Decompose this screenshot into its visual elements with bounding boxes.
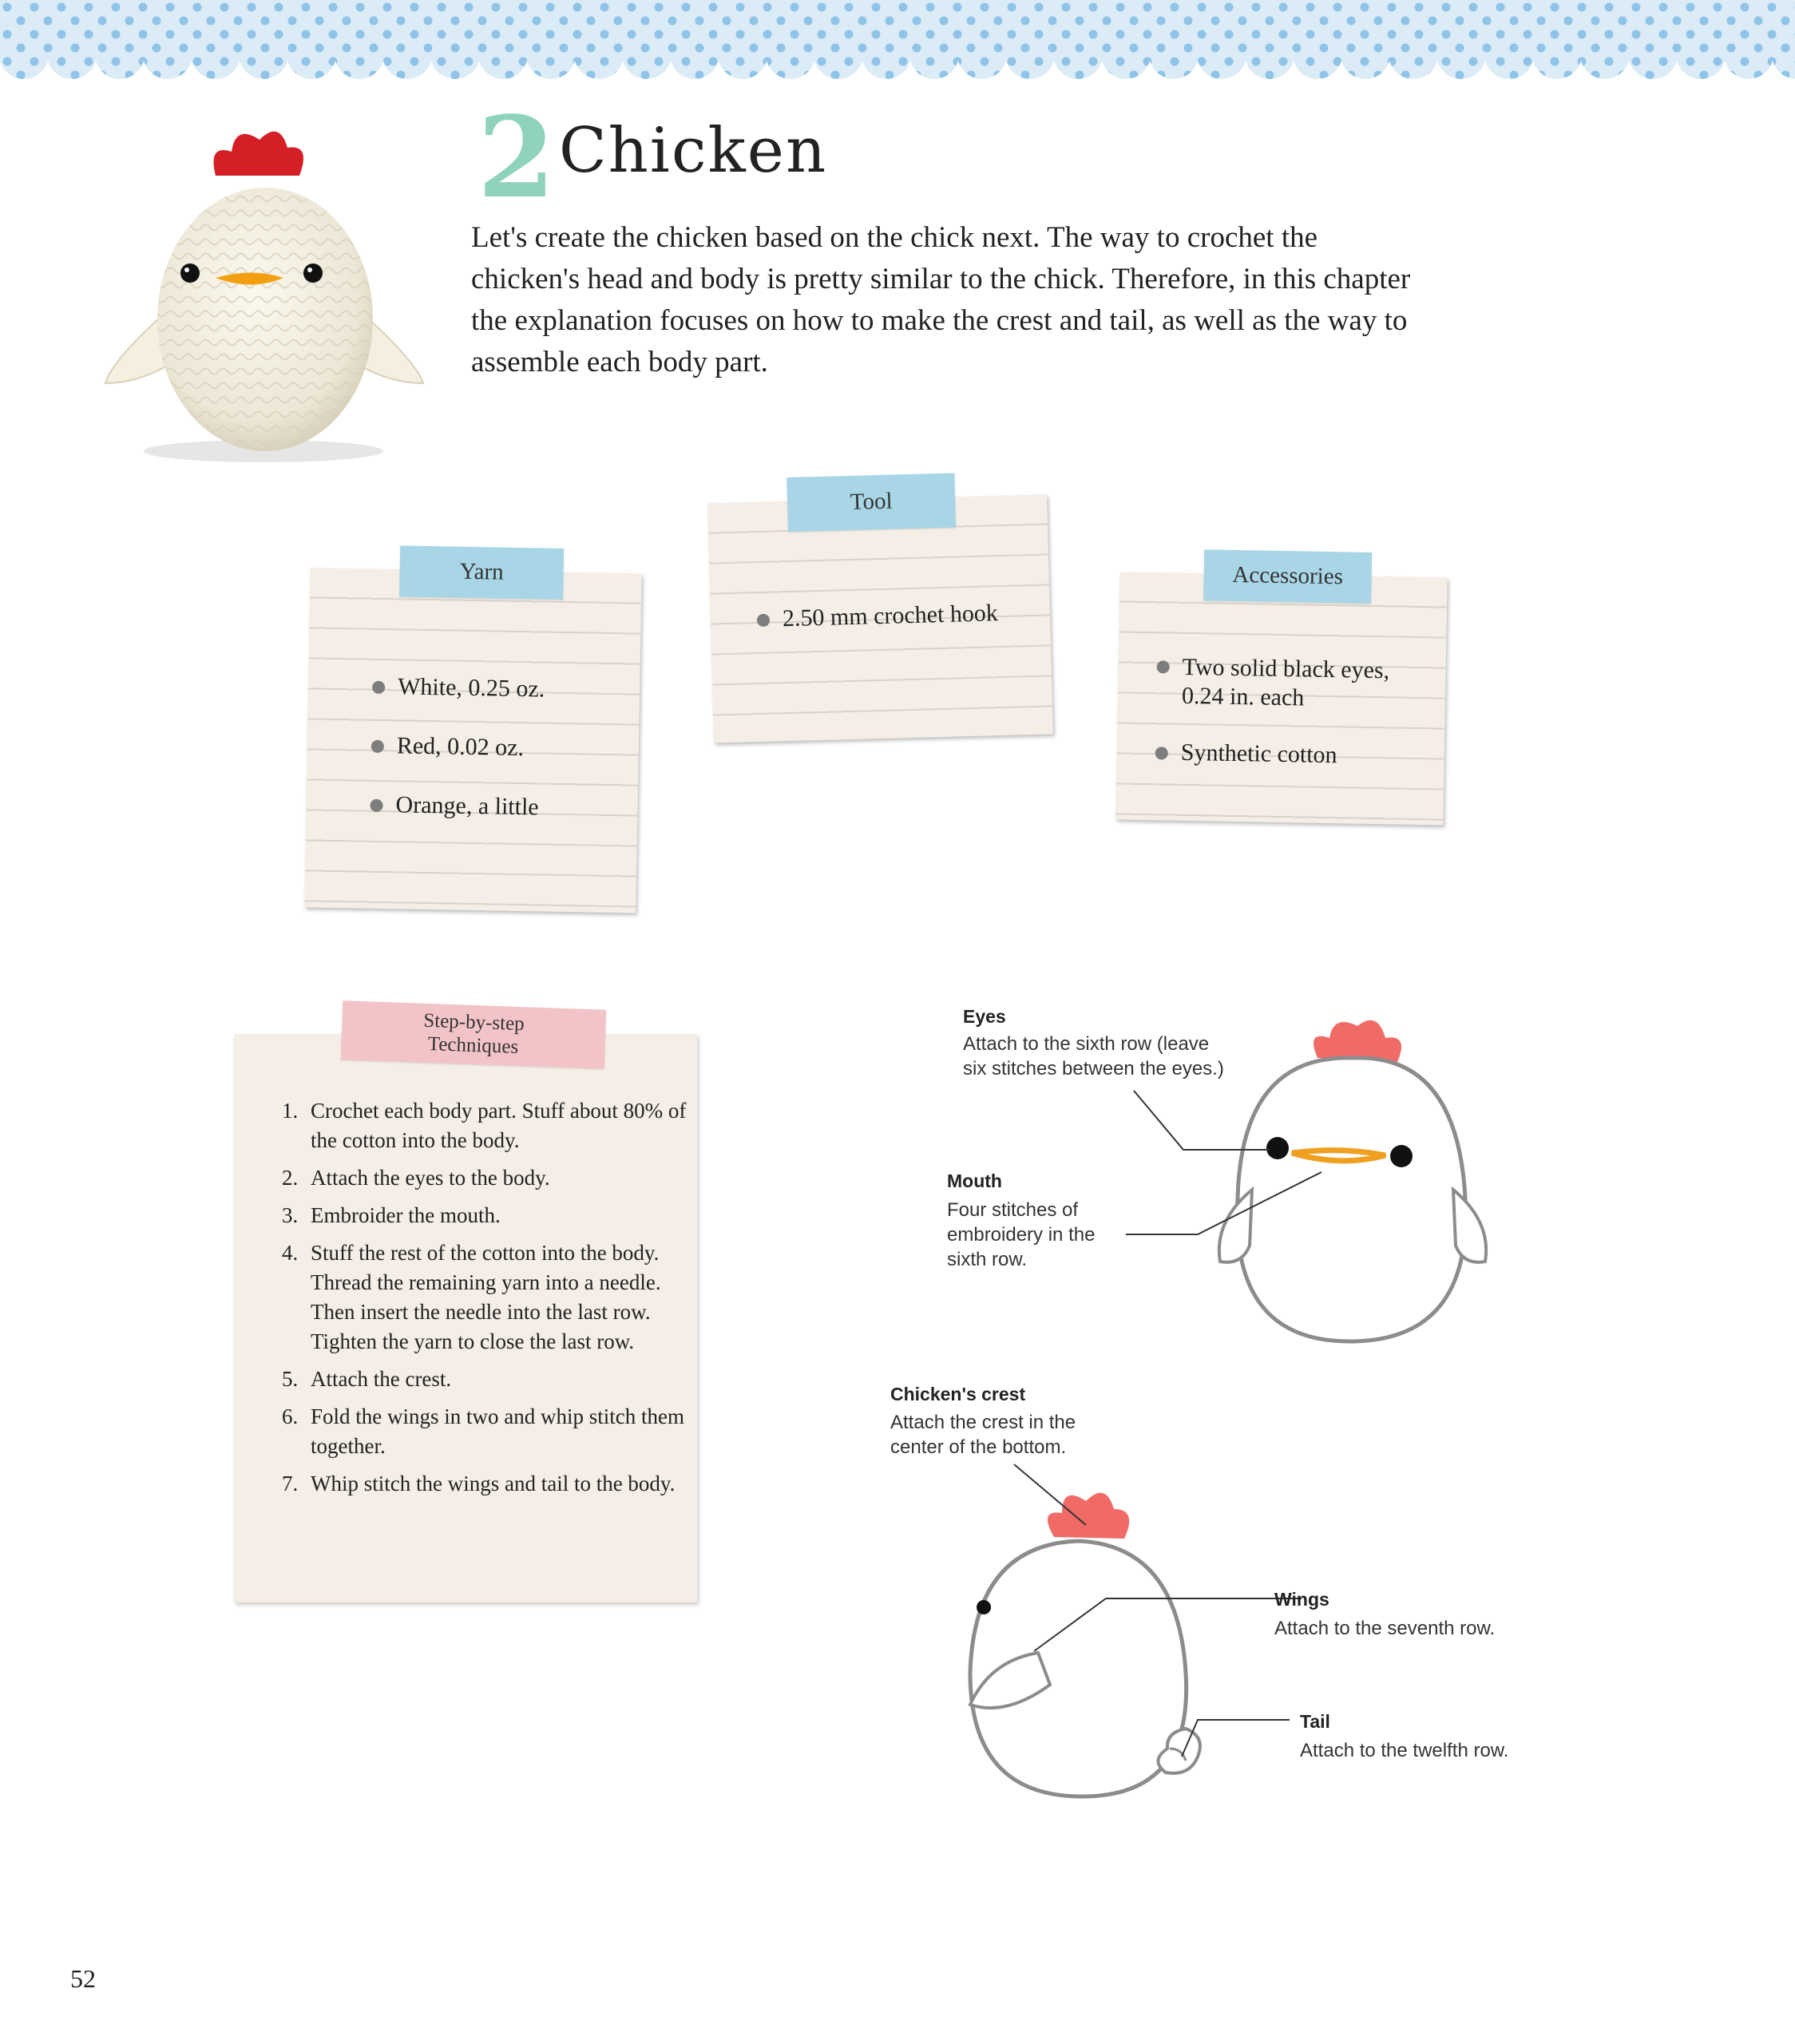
step-number: 1.: [282, 1099, 299, 1123]
eyes-annotation-heading: Eyes: [963, 1006, 1006, 1027]
annotation-line: Attach the crest in the: [890, 1412, 1076, 1433]
list-item: [282, 1402, 697, 1461]
scallop-edge: [814, 30, 863, 79]
bullet-icon: [1155, 747, 1168, 759]
intro-paragraph: [471, 217, 1557, 383]
scallop-edge: [0, 30, 49, 79]
eye-icon: [977, 1600, 991, 1614]
step-text: Stuff the rest of the cotton into the body. Thread the remaining yarn into a needle. Then insert the needle into the last row. Tighten the yarn to close the last row.: [311, 1241, 661, 1353]
step-text: Attach the eyes to the body.: [311, 1166, 550, 1190]
scallop-edge: [1724, 30, 1773, 79]
yarn-item-orange: [395, 791, 539, 821]
crest-annotation-text: [890, 1410, 1076, 1460]
scallop-edge: [670, 30, 719, 79]
scallop-edge: [1101, 30, 1151, 79]
wing-icon: [1453, 1190, 1486, 1262]
step-number: 5.: [282, 1367, 299, 1391]
accessories-tape-label: Accessories: [1203, 549, 1372, 604]
techniques-label-line: Step-by-step: [422, 1010, 525, 1036]
annotation-line: sixth row.: [947, 1249, 1028, 1270]
tool-note-card: [707, 488, 1053, 743]
tool-item-text: 2.50 mm crochet hook: [782, 600, 999, 632]
bullet-icon: [371, 740, 384, 753]
yarn-item-red: [397, 732, 525, 762]
chapter-number: 2: [477, 93, 556, 224]
annotation-line: Attach to the sixth row (leave: [963, 1033, 1210, 1055]
yarn-item-white: [398, 673, 545, 703]
chapter-title: Chicken: [559, 115, 828, 187]
step-number: 3.: [282, 1203, 299, 1227]
list-item: [282, 1201, 697, 1230]
crochet-chicken-photo: [96, 120, 431, 471]
scallop-edge: [622, 30, 672, 79]
step-text: Whip stitch the wings and tail to the body.: [311, 1472, 676, 1495]
tool-tape-label: Tool: [787, 473, 956, 532]
techniques-step-list: [282, 1096, 697, 1507]
mouth-annotation-heading: Mouth: [947, 1171, 1002, 1191]
scallop-edge: [1628, 30, 1678, 79]
intro-line: chicken's head and body is pretty similar to the chick. Therefore, in this chapter: [471, 263, 1411, 295]
scallop-edge: [47, 30, 97, 79]
scallop-edge: [909, 30, 959, 79]
annotation-line: six stitches between the eyes.): [963, 1058, 1224, 1079]
wings-annotation-heading: Wings: [1274, 1589, 1329, 1610]
eye-icon: [1390, 1145, 1413, 1167]
yarn-note-card: [304, 559, 641, 913]
scallop-edge: [1484, 30, 1534, 79]
scallop-edge: [1053, 30, 1103, 79]
side-diagram-leader-lines: [1006, 1461, 1310, 1725]
scallop-edge: [718, 30, 767, 79]
front-diagram-leader-lines: [1118, 1078, 1373, 1254]
step-text: Embroider the mouth.: [311, 1203, 501, 1227]
annotation-line: Four stitches of: [947, 1199, 1079, 1221]
scallop-edge: [1436, 30, 1486, 79]
step-text: Attach the crest.: [311, 1367, 452, 1391]
step-number: 2.: [282, 1166, 299, 1190]
scallop-edge: [574, 30, 624, 79]
page-number: 52: [70, 1964, 96, 1993]
intro-line: the explanation focuses on how to make the crest and tail, as well as the way to: [471, 304, 1408, 337]
intro-line: Let's create the chicken based on the chick next. The way to crochet the: [471, 221, 1318, 254]
scallop-edge: [382, 30, 432, 79]
scallop-edge: [191, 30, 240, 79]
techniques-label-line: Techniques: [427, 1033, 519, 1058]
step-text: Crochet each body part. Stuff about 80% of the cotton into the body.: [311, 1099, 687, 1152]
scalloped-header-band: [0, 0, 1795, 88]
step-text: Fold the wings in two and whip stitch them together.: [311, 1404, 684, 1458]
crest-icon: [1314, 1020, 1401, 1062]
bullet-icon: [1157, 660, 1170, 673]
crest-annotation-heading: Chicken's crest: [890, 1384, 1026, 1404]
scallop-edge: [957, 30, 1007, 79]
eyes-annotation-text: [963, 1032, 1224, 1081]
yarn-item-text: White, 0.25 oz.: [397, 673, 545, 703]
yarn-item-text: Red, 0.02 oz.: [396, 732, 525, 762]
techniques-tape-label: [341, 1000, 606, 1068]
step-number: 6.: [282, 1404, 299, 1428]
scallop-edge: [766, 30, 815, 79]
techniques-note-card: [234, 1010, 697, 1602]
tail-leader-line: [1150, 1709, 1294, 1773]
scallop-edge: [1532, 30, 1582, 79]
scallop-edge: [430, 30, 480, 79]
list-item: [282, 1096, 697, 1155]
accessories-item-text: Synthetic cotton: [1180, 739, 1337, 769]
bullet-icon: [370, 799, 382, 812]
scallop-edge: [1149, 30, 1199, 79]
step-number: 7.: [282, 1472, 299, 1495]
accessories-note-card: [1115, 562, 1447, 825]
scallop-edge: [1341, 30, 1390, 79]
scallop-edge: [526, 30, 576, 79]
list-item: [282, 1163, 697, 1193]
step-number: 4.: [282, 1241, 299, 1265]
scallop-edge: [239, 30, 288, 79]
accessories-item-text: Two solid black eyes,: [1182, 653, 1390, 684]
tool-item-hook: [783, 600, 999, 632]
scallop-edge: [1580, 30, 1630, 79]
tail-annotation-text: Attach to the twelfth row.: [1300, 1740, 1509, 1761]
scallop-edge: [862, 30, 911, 79]
accessories-item-eyes: [1182, 653, 1390, 715]
scallop-edge: [1197, 30, 1246, 79]
accessories-item-text: 0.24 in. each: [1181, 682, 1305, 711]
wings-annotation-text: Attach to the seventh row.: [1274, 1618, 1496, 1639]
scallop-edge: [1245, 30, 1294, 79]
annotation-line: embroidery in the: [947, 1224, 1096, 1246]
yarn-item-text: Orange, a little: [395, 791, 539, 821]
accessories-item-cotton: [1181, 739, 1337, 769]
tail-annotation-heading: Tail: [1300, 1711, 1330, 1732]
scallop-edge: [1676, 30, 1726, 79]
scallop-edge: [287, 30, 336, 79]
scallop-edge: [1389, 30, 1438, 79]
scallop-edge: [95, 30, 145, 79]
bullet-icon: [757, 614, 770, 627]
intro-line: assemble each body part.: [471, 346, 768, 378]
list-item: [282, 1365, 697, 1394]
scallop-edge: [1293, 30, 1342, 79]
mouth-annotation-text: [947, 1198, 1095, 1272]
annotation-line: center of the bottom.: [890, 1436, 1067, 1458]
scallop-edge: [1005, 30, 1055, 79]
list-item: [282, 1238, 697, 1357]
bullet-icon: [372, 681, 385, 694]
list-item: [282, 1469, 697, 1499]
scallop-edge: [143, 30, 192, 79]
scallop-edge: [335, 30, 384, 79]
yarn-tape-label: Yarn: [399, 545, 564, 600]
scallop-edge: [478, 30, 528, 79]
